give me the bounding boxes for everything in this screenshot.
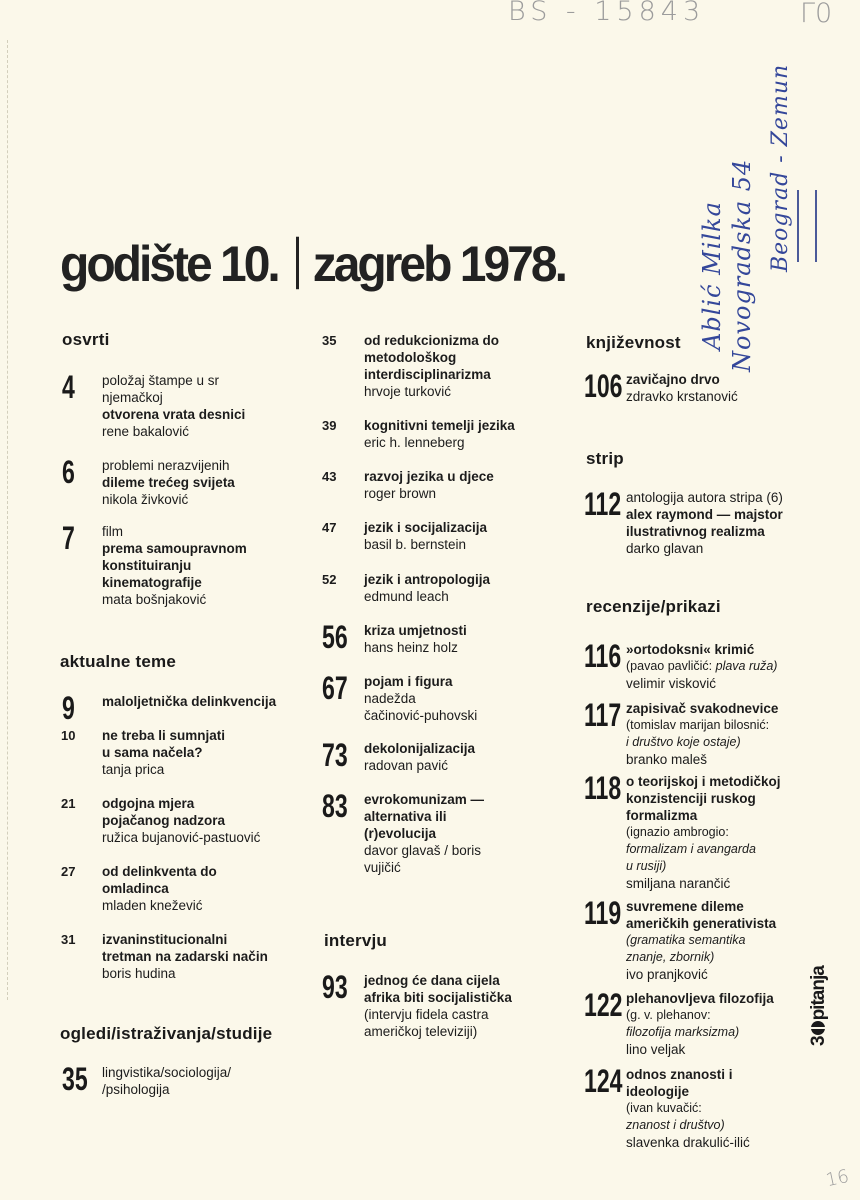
- page-number: 10: [61, 728, 76, 743]
- entry-title: maloljetnička delinkvencija: [102, 694, 277, 709]
- entry-title: odgojna mjera: [102, 796, 195, 811]
- entry-author: mata bošnjaković: [102, 592, 207, 607]
- entry-author: branko maleš: [626, 752, 708, 767]
- page-number: 52: [322, 572, 337, 587]
- entry-author: roger brown: [364, 486, 437, 501]
- entry-reference-title: formalizam i avangarda: [626, 842, 756, 856]
- entry-title: afrika biti socijalistička: [364, 990, 512, 1005]
- entry-reference-title: znanost i društvo): [626, 1118, 725, 1132]
- page-number: 47: [322, 520, 337, 535]
- entry-title: ilustrativnog realizma: [626, 524, 765, 539]
- entry-title: (r)evolucija: [364, 826, 437, 841]
- entry-reference-title: filozofija marksizma): [626, 1025, 740, 1039]
- entry-title: odnos znanosti i: [626, 1067, 733, 1082]
- masthead: [60, 237, 565, 291]
- entry-note: američkoj televiziji): [364, 1024, 478, 1039]
- entry-reference-title: (gramatika semantika: [626, 933, 746, 947]
- page-number: 112: [584, 486, 622, 522]
- page-number: 118: [584, 770, 622, 806]
- entry-author: smiljana narančić: [626, 876, 731, 891]
- section-strip-heading: strip: [586, 449, 624, 468]
- entry-reference-title: znanje, zbornik): [626, 950, 715, 964]
- page-number: 35: [62, 1061, 88, 1097]
- entry-title: plehanovljeva filozofija: [626, 991, 774, 1006]
- handwritten-address-street: Novogradska 54: [728, 158, 756, 372]
- place-year-label: zagreb 1978.: [312, 236, 565, 293]
- page-number: 93: [322, 969, 348, 1005]
- masthead-divider: [296, 237, 299, 290]
- page-number: 124: [584, 1063, 623, 1099]
- entry-title: otvorena vrata desnici: [102, 407, 246, 422]
- binding-edge: [7, 40, 9, 1000]
- entry-author: mladen knežević: [102, 898, 203, 913]
- section-recenzije-heading: recenzije/prikazi: [586, 597, 721, 616]
- entry-title: pojačanog nadzora: [102, 813, 226, 828]
- entry-note: (intervju fidela castra: [364, 1007, 489, 1022]
- entry-author: lino veljak: [626, 1042, 686, 1057]
- pencil-folio-number: 16: [824, 1165, 851, 1192]
- entry-title: »ortodoksni« krimić: [626, 642, 755, 657]
- entry-title: interdisciplinarizma: [364, 367, 491, 382]
- entry-title: zapisivač svakodnevice: [626, 701, 779, 716]
- page-number: 31: [61, 932, 76, 947]
- publication-logo: [808, 966, 830, 1046]
- entry-author: darko glavan: [626, 541, 704, 556]
- entry-title: konzistenciji ruskog: [626, 791, 756, 806]
- entry-title: dileme trećeg svijeta: [102, 475, 235, 490]
- page-number: 116: [584, 638, 622, 674]
- handwritten-strikethrough: [797, 190, 817, 262]
- page-number: 122: [584, 987, 623, 1023]
- entry-title: alternativa ili: [364, 809, 447, 824]
- entry-title: od delinkventa do: [102, 864, 217, 879]
- entry-reference: (g. v. plehanov:: [626, 1008, 711, 1022]
- page-number: 106: [584, 368, 623, 404]
- entry-reference-title: u rusiji): [626, 859, 667, 873]
- entry-title: kognitivni temelji jezika: [364, 418, 515, 433]
- entry-author: radovan pavić: [364, 758, 449, 773]
- page-number: 43: [322, 469, 337, 484]
- entry-reference: (ivan kuvačić:: [626, 1101, 702, 1115]
- entry-author: hrvoje turković: [364, 384, 452, 399]
- page-number: 39: [322, 418, 337, 433]
- entry-title: suvremene dileme: [626, 899, 744, 914]
- entry-author: basil b. bernstein: [364, 537, 467, 552]
- entry-title: alex raymond — majstor: [626, 507, 783, 522]
- entry-author: čačinović-puhovski: [364, 708, 478, 723]
- section-ogledi-heading: ogledi/istraživanja/studije: [60, 1024, 273, 1043]
- entry-subject: film: [102, 524, 123, 539]
- page-number: 83: [322, 788, 348, 824]
- entry-author: slavenka drakulić-ilić: [626, 1135, 750, 1150]
- page-number: 67: [322, 670, 348, 706]
- entry-reference: (ignazio ambrogio:: [626, 825, 729, 839]
- page-number: 6: [62, 454, 75, 490]
- logo-name: pitanja: [808, 966, 829, 1021]
- entry-author: boris hudina: [102, 966, 176, 981]
- entry-title: konstituiranju: [102, 558, 192, 573]
- entry-title: jezik i socijalizacija: [364, 520, 488, 535]
- entry-title: ideologije: [626, 1084, 690, 1099]
- logo-issue-number: 3: [808, 1036, 829, 1046]
- entry-author: velimir visković: [626, 676, 717, 691]
- entry-author: zdravko krstanović: [626, 389, 738, 404]
- section-osvrti-heading: osvrti: [62, 330, 110, 349]
- entry-subject: njemačkoj: [102, 390, 163, 405]
- entry-title: u sama načela?: [102, 745, 203, 760]
- entry-title: metodološkog: [364, 350, 457, 365]
- entry-title: dekolonijalizacija: [364, 741, 476, 756]
- entry-title: razvoj jezika u djece: [364, 469, 494, 484]
- entry-author: rene bakalović: [102, 424, 190, 439]
- page-number: 117: [584, 697, 622, 733]
- entry-author: nikola živković: [102, 492, 189, 507]
- entry-author: davor glavaš / boris: [364, 843, 482, 858]
- entry-author: ivo pranjković: [626, 967, 708, 982]
- pencil-corner-mark: Γ0: [800, 0, 833, 29]
- handwritten-address-name: Ablić Milka: [698, 201, 726, 350]
- page-number: 56: [322, 619, 348, 655]
- entry-author: ružica bujanović-pastuović: [102, 830, 261, 845]
- logo-circle-icon: [811, 1021, 825, 1035]
- entry-reference: (pavao pavličić:: [626, 659, 716, 673]
- page-number: 21: [61, 796, 76, 811]
- entry-title: pojam i figura: [364, 674, 453, 689]
- entry-title: zavičajno drvo: [626, 372, 720, 387]
- entry-title: kinematografije: [102, 575, 202, 590]
- entry-title: od redukcionizma do: [364, 333, 500, 348]
- entry-author: tanja prica: [102, 762, 165, 777]
- entry-title: evrokomunizam —: [364, 792, 485, 807]
- entry-title: o teorijskoj i metodičkoj: [626, 774, 781, 789]
- page-number: 7: [62, 520, 75, 556]
- entry-title: formalizma: [626, 808, 698, 823]
- entry-title: jezik i antropologija: [364, 572, 491, 587]
- entry-author: vujičić: [364, 860, 401, 875]
- section-intervju-heading: intervju: [324, 931, 388, 950]
- entry-author: hans heinz holz: [364, 640, 458, 655]
- entry-author: nadežda: [364, 691, 416, 706]
- entry-subject: antologija autora stripa (6): [626, 490, 783, 505]
- page-number: 119: [584, 895, 622, 931]
- page-number: 9: [62, 690, 75, 726]
- entry-title: izvaninstitucionalni: [102, 932, 228, 947]
- section-knjizevnost-heading: književnost: [586, 333, 681, 352]
- entry-title: ne treba li sumnjati: [102, 728, 226, 743]
- volume-label: godište 10.: [60, 236, 278, 293]
- page-number: 73: [322, 737, 348, 773]
- entry-subject: lingvistika/sociologija/: [102, 1065, 232, 1080]
- entry-title: prema samoupravnom: [102, 541, 247, 556]
- entry-subject: položaj štampe u sr: [102, 373, 220, 388]
- entry-reference-title: plava ruža): [715, 659, 778, 673]
- entry-title: kriza umjetnosti: [364, 623, 467, 638]
- entry-title: tretman na zadarski način: [102, 949, 268, 964]
- pencil-call-number: BS - 15843: [508, 0, 706, 27]
- entry-reference-title: i društvo koje ostaje): [626, 735, 741, 749]
- entry-author: eric h. lenneberg: [364, 435, 465, 450]
- page-number: 35: [322, 333, 337, 348]
- entry-subject: problemi nerazvijenih: [102, 458, 230, 473]
- entry-subject: /psihologija: [102, 1082, 170, 1097]
- entry-title: omladinca: [102, 881, 169, 896]
- entry-title: jednog će dana cijela: [364, 973, 500, 988]
- entry-title: američkih generativista: [626, 916, 777, 931]
- page-number: 27: [61, 864, 76, 879]
- handwritten-address-city: Beograd - Zemun: [768, 63, 793, 272]
- section-aktualne-teme-heading: aktualne teme: [60, 652, 176, 671]
- entry-reference: (tomislav marijan bilosnić:: [626, 718, 770, 732]
- page-number: 4: [62, 369, 75, 405]
- entry-author: edmund leach: [364, 589, 449, 604]
